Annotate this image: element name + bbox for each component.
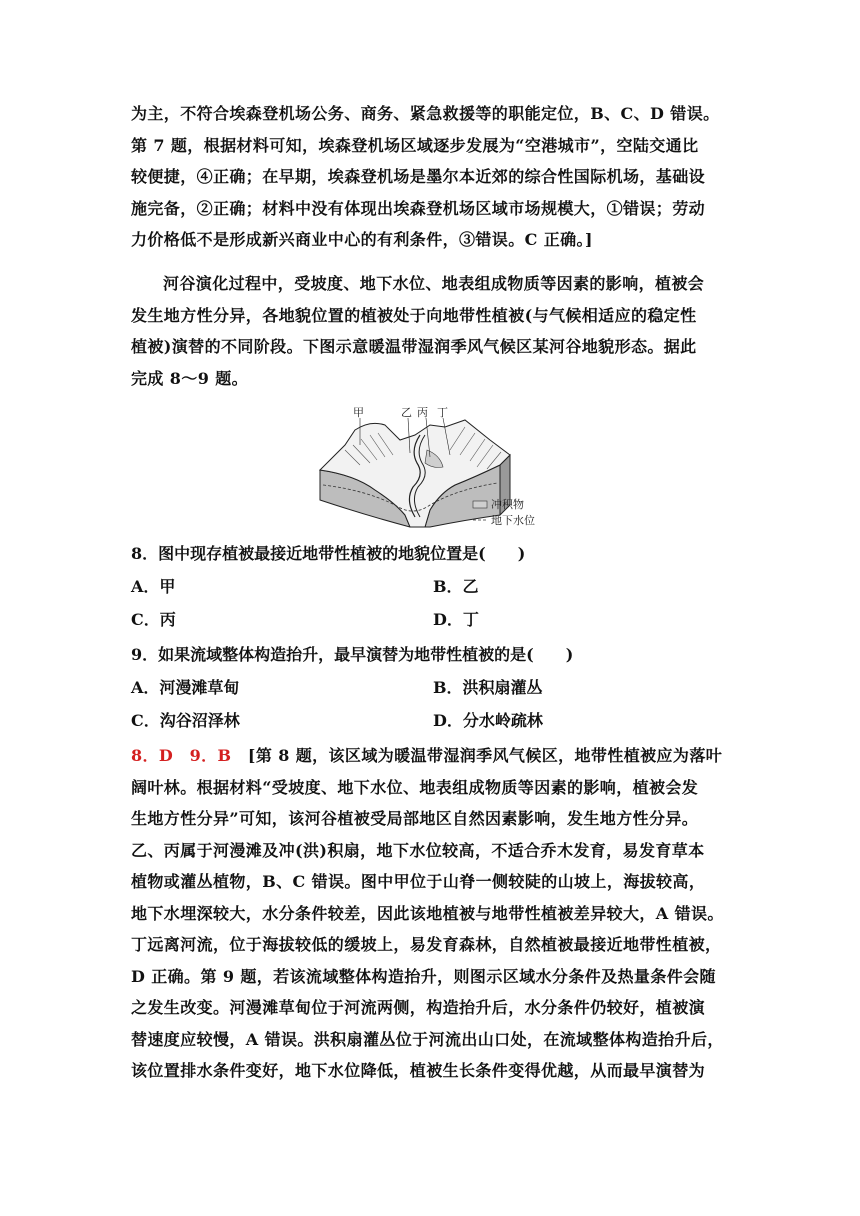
text-line: 地下水埋深较大，水分条件较差，因此该地植被与地带性植被差异较大，A 错误。 bbox=[131, 903, 724, 923]
question-8-option-a: A．甲 bbox=[131, 577, 176, 596]
text-line: D 正确。第 9 题，若该流域整体构造抬升，则图示区域水分条件及热量条件会随 bbox=[131, 966, 716, 986]
legend-alluvium: 冲积物 bbox=[491, 498, 524, 511]
answer-key: 8．D 9．B bbox=[131, 746, 232, 765]
text-line: 替速度应较慢，A 错误。洪积扇灌丛位于河流出山口处，在流域整体构造抬升后， bbox=[131, 1029, 724, 1049]
text-line: 植被)演替的不同阶段。下图示意暖温带湿润季风气候区某河谷地貌形态。据此 bbox=[131, 337, 697, 356]
question-9-option-a: A．河漫滩草甸 bbox=[131, 678, 240, 697]
text-line: 生地方性分异”可知，该河谷植被受局部地区自然因素影响，发生地方性分异。 bbox=[131, 809, 699, 828]
label-jia: 甲 bbox=[353, 406, 364, 419]
alluvium-legend-swatch bbox=[473, 501, 487, 508]
text-line: 力价格低不是形成新兴商业中心的有利条件，③错误。C 正确。] bbox=[131, 230, 593, 249]
label-ding: 丁 bbox=[437, 406, 448, 419]
text-line: 施完备，②正确；材料中没有体现出埃森登机场区域市场规模大，①错误；劳动 bbox=[131, 198, 706, 218]
question-9-option-b: B．洪积扇灌丛 bbox=[433, 678, 543, 697]
answer-explanation bbox=[131, 740, 733, 1087]
text-line: 阔叶林。根据材料“受坡度、地下水位、地表组成物质等因素的影响，植被会发 bbox=[131, 777, 699, 797]
label-yi: 乙 bbox=[401, 406, 412, 419]
question-9-option-d: D．分水岭疏林 bbox=[433, 711, 543, 730]
previous-answer-paragraph bbox=[131, 98, 733, 256]
text-line: 发生地方性分异，各地貌位置的植被处于向地带性植被(与气候相适应的稳定性 bbox=[131, 305, 697, 325]
text-line: 之发生改变。河漫滩草甸位于河流两侧，构造抬升后，水分条件仍较好，植被演 bbox=[131, 998, 706, 1017]
text-line: 乙、丙属于河漫滩及冲(洪)积扇，地下水位较高，不适合乔木发育，易发育草本 bbox=[131, 840, 705, 860]
text-line: 为主，不符合埃森登机场公务、商务、紧急救援等的职能定位，B、C、D 错误。 bbox=[131, 104, 720, 123]
valley-landform-figure bbox=[315, 405, 555, 530]
text-line: 丁远离河流，位于海拔较低的缓坡上，易发育森林，自然植被最接近地带性植被， bbox=[131, 935, 722, 954]
question-8-stem: 8．图中现存植被最接近地带性植被的地貌位置是( ) bbox=[131, 544, 526, 563]
question-9-option-c: C．沟谷沼泽林 bbox=[131, 711, 240, 730]
text-line: 植物或灌丛植物，B、C 错误。图中甲位于山脊一侧较陡的山坡上，海拔较高， bbox=[131, 872, 706, 891]
text-line: 该位置排水条件变好，地下水位降低，植被生长条件变得优越，从而最早演替为 bbox=[131, 1061, 706, 1080]
text-line: 完成 8～9 题。 bbox=[131, 368, 249, 388]
text-line: 8．D 9．B [第 8 题，该区域为暖温带湿润季风气候区，地带性植被应为落叶 bbox=[131, 746, 723, 765]
question-8-option-d: D．丁 bbox=[433, 610, 479, 629]
question-9-stem: 9．如果流域整体构造抬升，最早演替为地带性植被的是( ) bbox=[131, 645, 574, 664]
question-8-option-b: B．乙 bbox=[433, 577, 479, 596]
question-material-paragraph bbox=[131, 268, 733, 394]
question-8-option-c: C．丙 bbox=[131, 610, 176, 629]
text-line: 河谷演化过程中，受坡度、地下水位、地表组成物质等因素的影响，植被会 bbox=[163, 274, 705, 293]
label-bing: 丙 bbox=[417, 406, 428, 419]
legend-groundwater: 地下水位 bbox=[491, 514, 535, 527]
text-line: 第 7 题，根据材料可知，埃森登机场区域逐步发展为“空港城市”，空陆交通比 bbox=[131, 135, 699, 155]
text-line: 较便捷，④正确；在早期，埃森登机场是墨尔本近郊的综合性国际机场，基础设 bbox=[131, 167, 706, 186]
